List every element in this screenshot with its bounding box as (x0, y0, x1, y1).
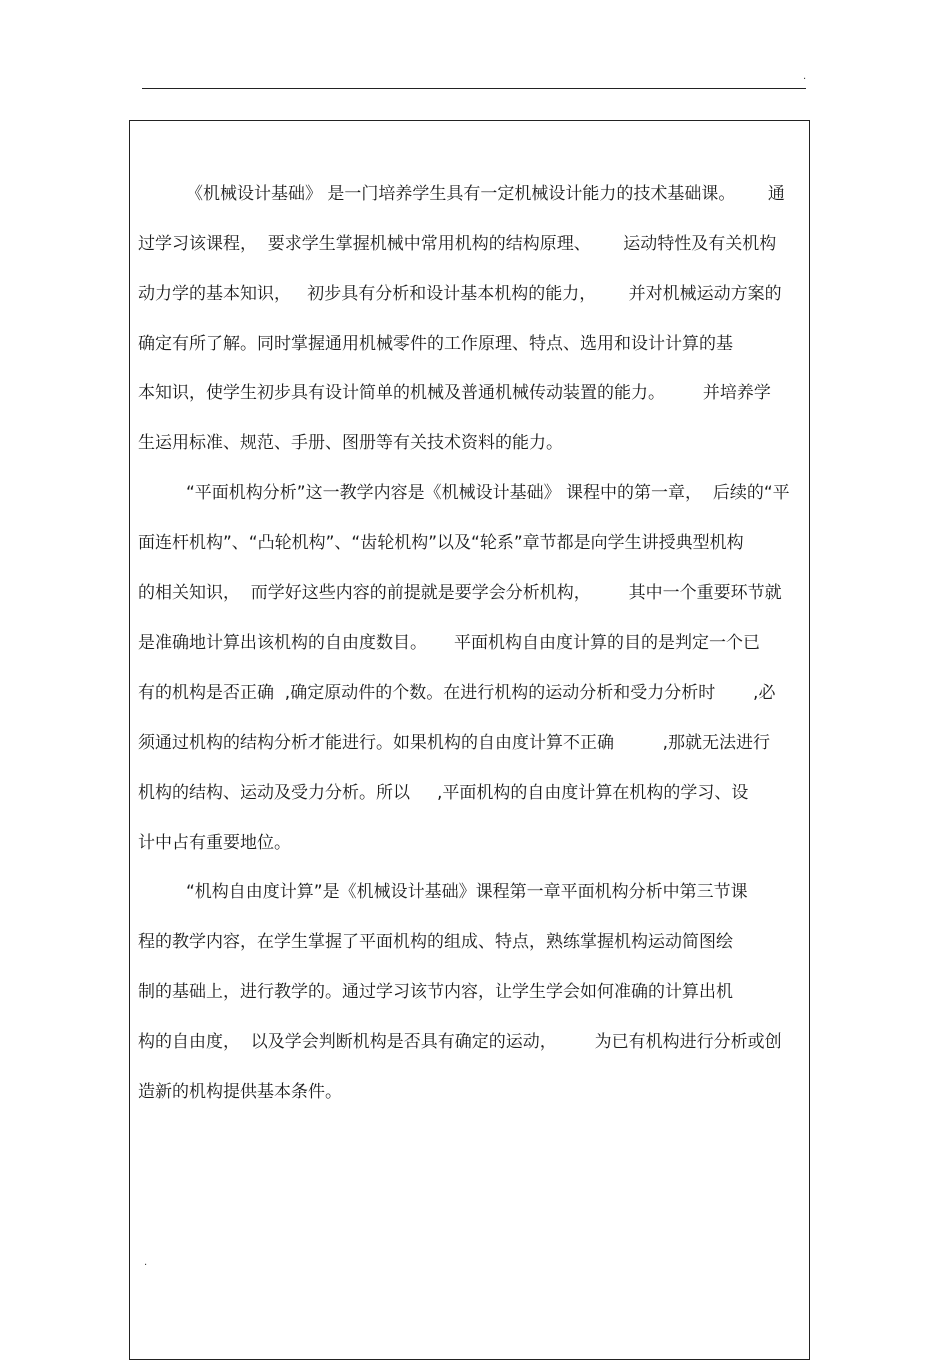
paragraph-2-line: 有的机构是否正确 ,确定原动件的个数。在进行机构的运动分析和受力分析时 ,必 (138, 683, 776, 703)
paragraph-3-line: “机构自由度计算”是《机械设计基础》课程第一章平面机构分析中第三节课 (186, 882, 748, 902)
paragraph-1-line: 确定有所了解。同时掌握通用机械零件的工作原理、特点、选用和设计计算的基 (138, 334, 733, 354)
paragraph-2-line: “平面机构分析”这一教学内容是《机械设计基础》 课程中的第一章， 后续的“平 (186, 483, 790, 503)
paragraph-3-line: 构的自由度， 以及学会判断机构是否具有确定的运动， 为已有机构进行分析或创 (138, 1032, 782, 1052)
header-marker: . (803, 71, 807, 82)
paragraph-3-line: 程的教学内容，在学生掌握了平面机构的组成、特点，熟练掌握机构运动简图绘 (138, 932, 733, 952)
paragraph-1-line: 生运用标准、规范、手册、图册等有关技术资料的能力。 (138, 433, 563, 453)
paragraph-2-line: 的相关知识， 而学好这些内容的前提就是要学会分析机构， 其中一个重要环节就 (138, 583, 782, 603)
paragraph-3-line: 造新的机构提供基本条件。 (138, 1082, 342, 1102)
paragraph-1-line: 动力学的基本知识， 初步具有分析和设计基本机构的能力， 并对机械运动方案的 (138, 284, 782, 304)
paragraph-1-line: 《机械设计基础》 是一门培养学生具有一定机械设计能力的技术基础课。 通 (186, 184, 785, 204)
paragraph-2-line: 是准确地计算出该机构的自由度数目。 平面机构自由度计算的目的是判定一个已 (138, 633, 761, 653)
paragraph-2-line: 计中占有重要地位。 (138, 833, 291, 853)
paragraph-2-line: 须通过机构的结构分析才能进行。如果机构的自由度计算不正确 ,那就无法进行 (138, 733, 771, 753)
paragraph-3-line: 制的基础上，进行教学的。通过学习该节内容，让学生学会如何准确的计算出机 (138, 982, 733, 1002)
footer-marker: . (144, 1257, 148, 1268)
paragraph-2-line: 面连杆机构”、“凸轮机构”、“齿轮机构”以及“轮系”章节都是向学生讲授典型机构 (138, 533, 744, 553)
paragraph-1-line: 过学习该课程， 要求学生掌握机械中常用机构的结构原理、 运动特性及有关机构 (138, 234, 777, 254)
header-rule (142, 88, 806, 89)
paragraph-2-line: 机构的结构、运动及受力分析。所以 ,平面机构的自由度计算在机构的学习、设 (138, 783, 749, 803)
paragraph-1-line: 本知识，使学生初步具有设计简单的机械及普通机械传动装置的能力。 并培养学 (138, 383, 771, 403)
